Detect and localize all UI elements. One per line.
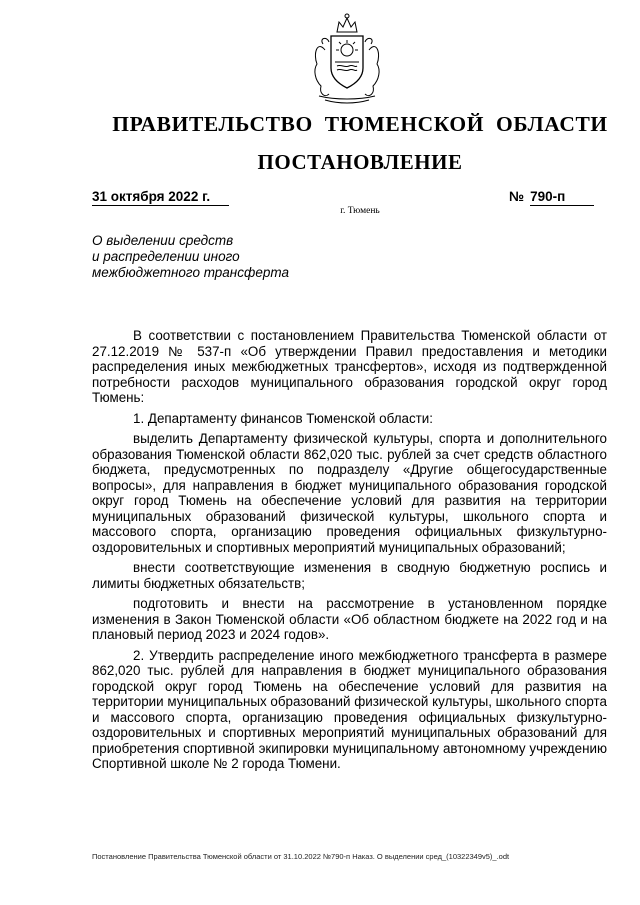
file-footer: Постановление Правительства Тюменской области от 31.10.2022 №790-п Наказ. О выделении сред_(10322349v5)_.odt	[92, 852, 510, 861]
document-type-title: ПОСТАНОВЛЕНИЕ	[257, 150, 463, 174]
document-body	[92, 328, 607, 777]
body-paragraph: В соответствии с постановлением Правительства Тюменской области от 27.12.2019 № 537-п «Об утверждении Правил предоставления и методики распределения иных межбюджетных трансфертов», исходя из подтвержденной потребности расходов муниципального образования городской округ город Тюмень:	[92, 328, 607, 405]
document-city: г. Тюмень	[340, 206, 380, 216]
body-paragraph: внести соответствующие изменения в сводную бюджетную роспись и лимиты бюджетных обязательств;	[92, 560, 607, 591]
body-paragraph: 1. Департаменту финансов Тюменской области:	[133, 410, 433, 426]
body-paragraph: 2. Утвердить распределение иного межбюджетного трансферта в размере 862,020 тыс. рублей для направления в бюджет муниципального образования городской округ город Тюмень на обеспечение условий для развития на территории муниципальных образований физической культуры, школьного спорта и массового спорта, организацию проведения официальных физкультурно-оздоровительных и спортивных мероприятий муниципальных образований для приобретения спортивной экипировки муниципальному автономному учреждению Спортивной школе № 2 города Тюмени.	[92, 647, 607, 771]
body-paragraph: подготовить и внести на рассмотрение в установленном порядке изменения в Закон Тюменской области «Об областном бюджете на 2022 год и на плановый период 2023 и 2024 годов».	[92, 596, 607, 642]
subject-line: О выделении средств	[92, 233, 234, 248]
document-date: 31 октября 2022 г.	[92, 189, 229, 206]
number-prefix: №	[509, 189, 525, 204]
number-value: 790-п	[530, 189, 594, 206]
body-paragraph: выделить Департаменту физической культуры, спорта и дополнительного образования Тюменской области 862,020 тыс. рублей за счет средств областного бюджета, предусмотренных по подразделу «Другие общегосударственные вопросы», для направления в бюджет муниципального образования городской округ город Тюмень на обеспечение условий для развития на территории муниципальных образований физической культуры, школьного спорта и массового спорта, организацию проведения официальных физкультурно-оздоровительных и спортивных мероприятий муниципальных образований;	[92, 431, 607, 555]
subject-line: межбюджетного трансферта	[92, 265, 290, 280]
subject-line: и распределении иного	[92, 249, 240, 264]
organization-title: ПРАВИТЕЛЬСТВО ТЮМЕНСКОЙ ОБЛАСТИ	[112, 112, 608, 136]
document-number	[509, 189, 594, 206]
document-subject	[92, 233, 289, 281]
coat-of-arms-icon	[305, 10, 389, 108]
